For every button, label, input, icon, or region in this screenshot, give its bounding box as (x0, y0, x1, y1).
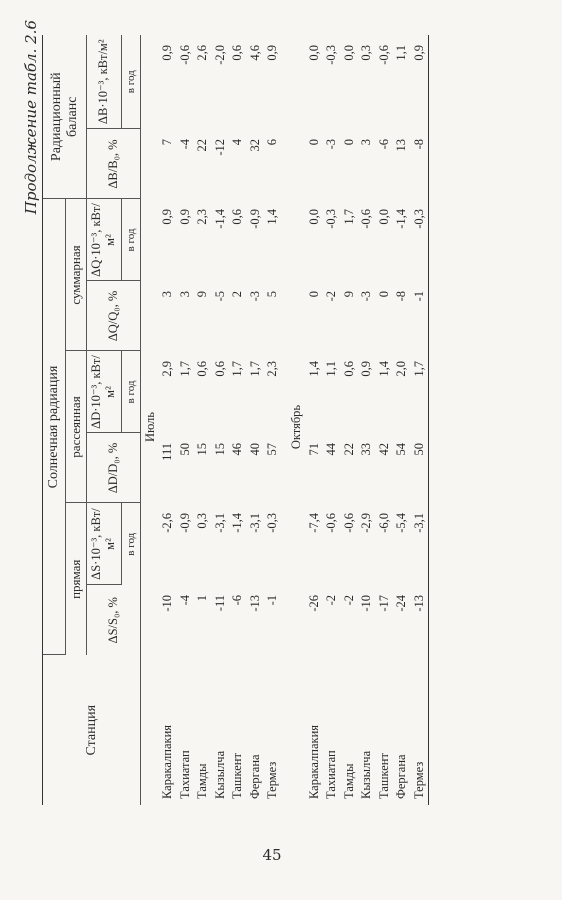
table-cell: 2,0 (394, 361, 409, 377)
dq-abs-header: ΔQ·10⁻³, кВт/м² (87, 199, 122, 281)
table-row (194, 35, 212, 805)
table-cell: 0,6 (195, 361, 210, 377)
table-cell: -5 (212, 291, 227, 302)
table-cell: 0,0 (306, 44, 321, 61)
table-cell: -3 (324, 139, 339, 150)
table-row (376, 35, 394, 805)
table-cell: 3 (359, 139, 374, 146)
table-cell: 1,7 (247, 361, 262, 377)
table-cell: 9 (341, 291, 356, 298)
table-cell: 71 (306, 443, 321, 456)
table-cell: 1,4 (306, 361, 321, 377)
table-cell: 40 (247, 443, 262, 456)
dd-abs-header: ΔD·10⁻³, кВт/м² (87, 351, 122, 433)
table-cell: 0,0 (306, 209, 321, 225)
table-cell: 2,3 (195, 209, 210, 225)
table-cell: 0,3 (359, 44, 374, 61)
table-cell: -2,0 (212, 44, 227, 65)
table-cell: 1,7 (177, 361, 192, 377)
station-name: Каракалпакия (160, 724, 175, 799)
table-cell: 2,9 (160, 361, 175, 377)
table-cell: 0,9 (359, 361, 374, 377)
table-row (264, 35, 282, 805)
table-cell: 0,9 (265, 44, 280, 61)
table-cell: 0,3 (195, 513, 210, 529)
station-name: Тамды (195, 763, 210, 799)
table-cell: -0,9 (177, 513, 192, 533)
table-cell: -4 (177, 139, 192, 150)
table-cell: 1,7 (341, 209, 356, 225)
table-cell: 50 (411, 433, 429, 503)
station-name: Кызылча (359, 750, 374, 799)
table-row (358, 35, 376, 805)
table-row (212, 35, 230, 805)
table-row (341, 35, 359, 805)
table-caption: Продолжение табл. 2.6 (22, 20, 40, 215)
table-cell: 1,1 (324, 361, 339, 377)
table-cell: 0,6 (341, 361, 356, 377)
table-cell: 2 (230, 291, 245, 298)
table-cell: -0,9 (247, 209, 262, 229)
table-cell: 111 (160, 443, 175, 461)
per-year-total: в год (122, 199, 141, 281)
radiation-balance-line1: Радиационный (49, 72, 65, 162)
table-cell: 1,1 (394, 44, 409, 61)
table-cell: -5,4 (394, 513, 409, 533)
table-cell: -1,4 (230, 513, 245, 533)
diffuse-header: рассеянная (66, 351, 87, 503)
table-cell: 0,6 (230, 44, 245, 61)
station-name: Тахиатап (324, 750, 339, 799)
table-cell: 2,6 (195, 44, 210, 61)
table-cell: 44 (324, 443, 339, 456)
table-cell: -0,6 (376, 44, 391, 65)
table-cell: -1 (411, 281, 429, 351)
table-cell: 0,6 (212, 361, 227, 377)
table-cell: -1,4 (212, 209, 227, 229)
dd-rel-header: ΔD/D₀, % (87, 433, 141, 503)
table-cell: -11 (212, 595, 227, 612)
ds-rel-header: ΔS/S₀, % (87, 585, 141, 655)
table-cell: 32 (247, 139, 262, 152)
table-cell: 5 (265, 291, 280, 298)
table-cell: -6 (230, 595, 245, 606)
table-cell: -26 (306, 595, 321, 612)
table-cell: 33 (359, 443, 374, 456)
table-cell: -13 (411, 585, 429, 655)
station-name: Кызылча (212, 750, 227, 799)
table-cell: 15 (195, 443, 210, 456)
table-cell: 42 (376, 443, 391, 456)
table-cell: 0 (341, 139, 356, 146)
station-name: Фергана (394, 754, 409, 799)
table-cell: 1,7 (411, 351, 429, 433)
section-title-row (288, 35, 306, 805)
solar-radiation-header: Солнечная радиация (43, 199, 66, 655)
section-title: Июль (142, 412, 157, 442)
db-rel-header: ΔB/B₀, % (87, 129, 141, 199)
table-row (229, 35, 247, 805)
per-year-balance: в год (122, 35, 141, 129)
table-cell: 0,9 (160, 209, 175, 225)
table-cell: -24 (394, 595, 409, 612)
table-cell: -10 (160, 595, 175, 612)
station-name: Каракалпакия (306, 724, 321, 799)
table-row (393, 35, 411, 805)
table-cell: -3,1 (411, 503, 429, 585)
table-cell: -0,3 (324, 209, 339, 229)
table-row (411, 35, 429, 805)
table-cell: -17 (376, 595, 391, 612)
station-name: Тахиатап (177, 750, 192, 799)
table-row (159, 35, 177, 805)
ds-abs-header: ΔS·10⁻³, кВт/м² (87, 503, 122, 585)
radiation-balance-line2: баланс (64, 96, 80, 137)
radiation-balance-header (43, 35, 87, 199)
table-cell: 6 (265, 139, 280, 146)
table-cell: 0,9 (411, 35, 429, 129)
table-cell: -8 (394, 291, 409, 302)
station-name: Термез (265, 761, 280, 799)
station-name: Тамды (341, 763, 356, 799)
table-cell: 57 (265, 443, 280, 456)
table-cell: -2,6 (160, 513, 175, 533)
table-cell: 3 (160, 291, 175, 298)
table-cell: -8 (411, 129, 429, 199)
table-cell: 22 (195, 139, 210, 152)
station-name: Термез (411, 655, 429, 805)
data-table (42, 35, 429, 805)
table-cell: 0,6 (230, 209, 245, 225)
table-cell: 0,0 (341, 44, 356, 61)
table-cell: -3,1 (247, 513, 262, 533)
table-cell: -3,1 (212, 513, 227, 533)
table-cell: 50 (177, 443, 192, 456)
table-cell: -7,4 (306, 513, 321, 533)
table-cell: -0,3 (324, 44, 339, 65)
table-cell: -0,3 (411, 199, 429, 281)
table-cell: -6,0 (376, 513, 391, 533)
table-row (323, 35, 341, 805)
table-cell: 54 (394, 443, 409, 456)
per-year-diffuse: в год (122, 351, 141, 433)
table-row (177, 35, 195, 805)
page-number: 45 (262, 846, 282, 864)
table-cell: 1 (195, 595, 210, 602)
table-cell: 1,4 (376, 361, 391, 377)
section-title: Октябрь (289, 404, 303, 450)
station-header: Станция (43, 655, 141, 805)
station-name: Фергана (247, 754, 262, 799)
db-abs-header: ΔB·10⁻³, кВт/м² (87, 35, 122, 129)
table-cell: -12 (212, 139, 227, 156)
table-cell: 1,7 (230, 361, 245, 377)
table-cell: -4 (177, 595, 192, 606)
table-cell: -0,6 (177, 44, 192, 65)
table-cell: -1 (265, 595, 280, 606)
table-cell: 46 (230, 443, 245, 456)
table-cell: 1,4 (265, 209, 280, 225)
table-cell: -2 (324, 291, 339, 302)
table-cell: -0,6 (324, 513, 339, 533)
table-cell: 0,9 (177, 209, 192, 225)
table-cell: 22 (341, 443, 356, 456)
table-cell: -13 (247, 595, 262, 612)
station-name: Ташкент (230, 753, 245, 799)
table-cell: 4 (230, 139, 245, 146)
table-cell: 0,9 (160, 44, 175, 61)
table-cell: 13 (394, 139, 409, 152)
table-cell: 9 (195, 291, 210, 298)
table-row (306, 35, 324, 805)
table-cell: -2,9 (359, 513, 374, 533)
table-cell: -2 (341, 595, 356, 606)
table-cell: 2,3 (265, 361, 280, 377)
table-body (141, 35, 429, 805)
table-cell: 0 (376, 291, 391, 298)
table-cell: -3 (359, 291, 374, 302)
dq-rel-header: ΔQ/Q₀, % (87, 281, 141, 351)
table-header (43, 35, 141, 805)
table-cell: 0 (306, 291, 321, 298)
table-cell: -10 (359, 595, 374, 612)
table-cell: -1,4 (394, 209, 409, 229)
table-cell: 3 (177, 291, 192, 298)
table-cell: -3 (247, 291, 262, 302)
table-row (247, 35, 265, 805)
table-cell: 0 (306, 139, 321, 146)
station-name: Ташкент (376, 753, 391, 799)
table-cell: 4,6 (247, 44, 262, 61)
section-title-row (141, 35, 160, 805)
direct-header: прямая (66, 503, 87, 655)
table-cell: -0,6 (359, 209, 374, 229)
table-cell: -2 (324, 595, 339, 606)
table-cell: 15 (212, 443, 227, 456)
table-cell: 7 (160, 139, 175, 146)
per-year-direct: в год (122, 503, 141, 585)
table-cell: -6 (376, 139, 391, 150)
total-header: суммарная (66, 199, 87, 351)
table-cell: -0,3 (265, 513, 280, 533)
table-cell: -0,6 (341, 513, 356, 533)
table-cell: 0,0 (376, 209, 391, 225)
